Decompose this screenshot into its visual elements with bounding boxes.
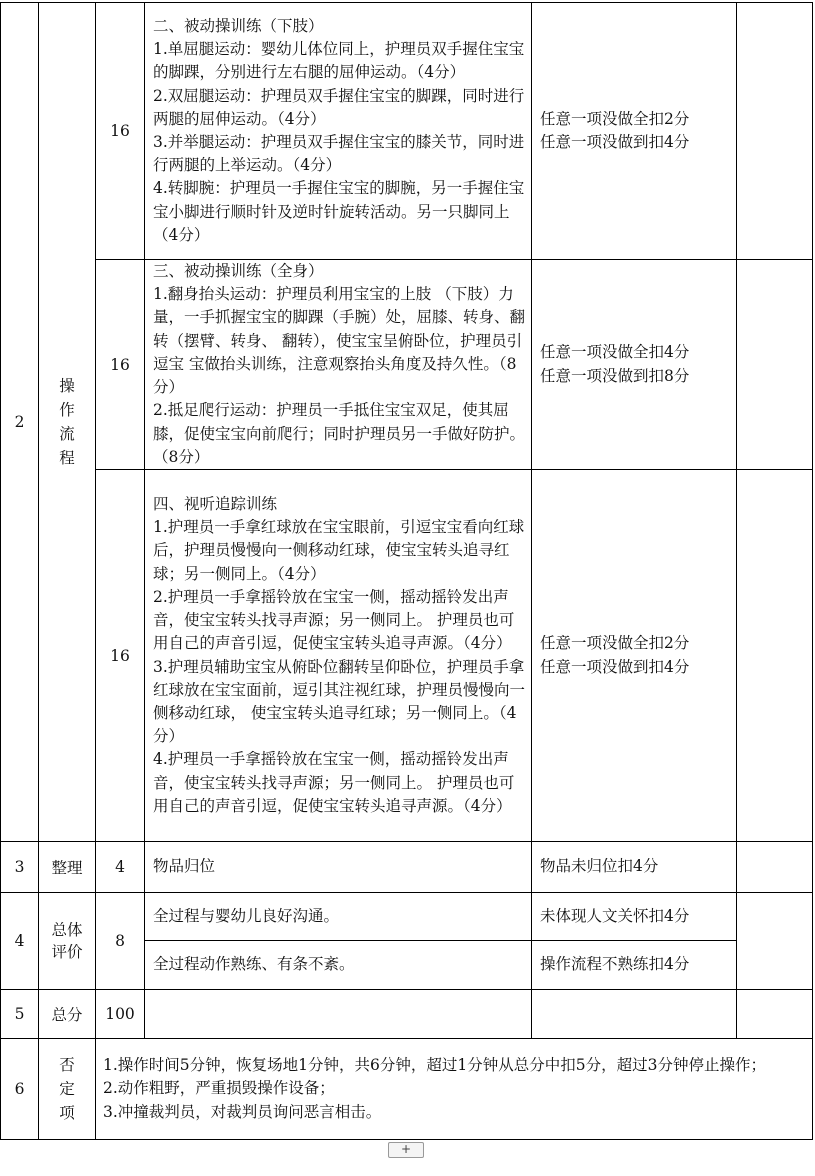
item-number: 2 xyxy=(1,3,39,842)
veto-content: 1.操作时间5分钟，恢复场地1分钟，共6分钟，超过1分钟从总分中扣5分，超过3分钟停止操作； 2.动作粗野，严重损毁操作设备； 3.冲撞裁判员，对裁判员询问恶言相击。 xyxy=(96,1039,813,1140)
item-category: 总体评价 xyxy=(39,893,96,990)
table-row xyxy=(1,1039,813,1140)
item-deduction: 任意一项没做全扣2分 任意一项没做到扣4分 xyxy=(532,3,737,260)
item-score: 16 xyxy=(96,3,145,260)
item-number: 3 xyxy=(1,842,39,893)
item-number: 6 xyxy=(1,1039,39,1140)
item-content: 二、被动操训练（下肢） 1.单屈腿运动：婴幼儿体位同上，护理员双手握住宝宝的脚踝，分别进行左右腿的屈伸运动。（4分） 2.双屈腿运动：护理员双手握住宝宝的脚踝，同时进行两腿的屈伸运动。（4分） 3.并举腿运动：护理员双手握住宝宝的膝关节，同时进行两腿的上举运动。（4分） 4.转脚腕：护理员一手握住宝宝的脚腕，另一手握住宝宝小脚进行顺时针及逆时针旋转活动。另一只脚同上（4分） xyxy=(145,3,532,260)
item-number: 5 xyxy=(1,990,39,1039)
item-content: 物品归位 xyxy=(145,842,532,893)
item-score: 100 xyxy=(96,990,145,1039)
item-category: 否定项 xyxy=(39,1039,96,1140)
item-content: 全过程动作熟练、有条不紊。 xyxy=(145,941,532,990)
item-category: 总分 xyxy=(39,990,96,1039)
item-category: 整理 xyxy=(39,842,96,893)
table-row xyxy=(1,990,813,1039)
item-score: 16 xyxy=(96,470,145,842)
item-deduction: 操作流程不熟练扣4分 xyxy=(532,941,737,990)
item-content: 四、视听追踪训练 1.护理员一手拿红球放在宝宝眼前，引逗宝宝看向红球后，护理员慢慢向一侧移动红球，使宝宝转头追寻红球；另一侧同上。（4分） 2.护理员一手拿摇铃放在宝宝一侧，摇动摇铃发出声音，使宝宝转头找寻声源；另一侧同上。 护理员也可用自己的声音引逗，促使宝宝转头追寻声源。（4分） 3.护理员辅助宝宝从俯卧位翻转呈仰卧位，护理员手拿红球放在宝宝面前，逗引其注视红球，护理员慢慢向一侧移动红球， 使宝宝转头追寻红球；另一侧同上。（4分） 4.护理员一手拿摇铃放在宝宝一侧，摇动摇铃发出声音，使宝宝转头找寻声源；另一侧同上。 护理员也可用自己的声音引逗，促使宝宝转头追寻声源。（4分） xyxy=(145,470,532,842)
item-category: 操作流程 xyxy=(39,3,96,842)
item-deduction: 任意一项没做全扣4分 任意一项没做到扣8分 xyxy=(532,260,737,470)
item-remark xyxy=(737,3,813,260)
item-remark xyxy=(737,893,813,990)
item-deduction: 未体现人文关怀扣4分 xyxy=(532,893,737,941)
table-row xyxy=(1,260,813,470)
scoring-table xyxy=(0,2,813,1140)
item-content xyxy=(145,990,532,1039)
item-remark xyxy=(737,260,813,470)
item-remark xyxy=(737,842,813,893)
table-row xyxy=(1,3,813,260)
item-score: 4 xyxy=(96,842,145,893)
table-row xyxy=(1,842,813,893)
table-row xyxy=(1,893,813,941)
item-content: 全过程与婴幼儿良好沟通。 xyxy=(145,893,532,941)
add-row-button[interactable]: + xyxy=(388,1142,424,1158)
item-score: 16 xyxy=(96,260,145,470)
item-deduction xyxy=(532,990,737,1039)
item-deduction: 物品未归位扣4分 xyxy=(532,842,737,893)
item-content: 三、被动操训练（全身） 1.翻身抬头运动：护理员利用宝宝的上肢 （下肢）力量，一手抓握宝宝的脚踝（手腕）处，屈膝、转身、翻转（摆臂、转身、 翻转），使宝宝呈俯卧位，护理员引逗宝 宝做抬头训练，注意观察抬头角度及持久性。（8分） 2.抵足爬行运动：护理员一手抵住宝宝双足，使其屈膝，促使宝宝向前爬行；同时护理员另一手做好防护。（8分） xyxy=(145,260,532,470)
item-remark xyxy=(737,470,813,842)
table-row xyxy=(1,470,813,842)
item-deduction: 任意一项没做全扣2分 任意一项没做到扣4分 xyxy=(532,470,737,842)
item-remark xyxy=(737,990,813,1039)
item-number: 4 xyxy=(1,893,39,990)
item-score: 8 xyxy=(96,893,145,990)
